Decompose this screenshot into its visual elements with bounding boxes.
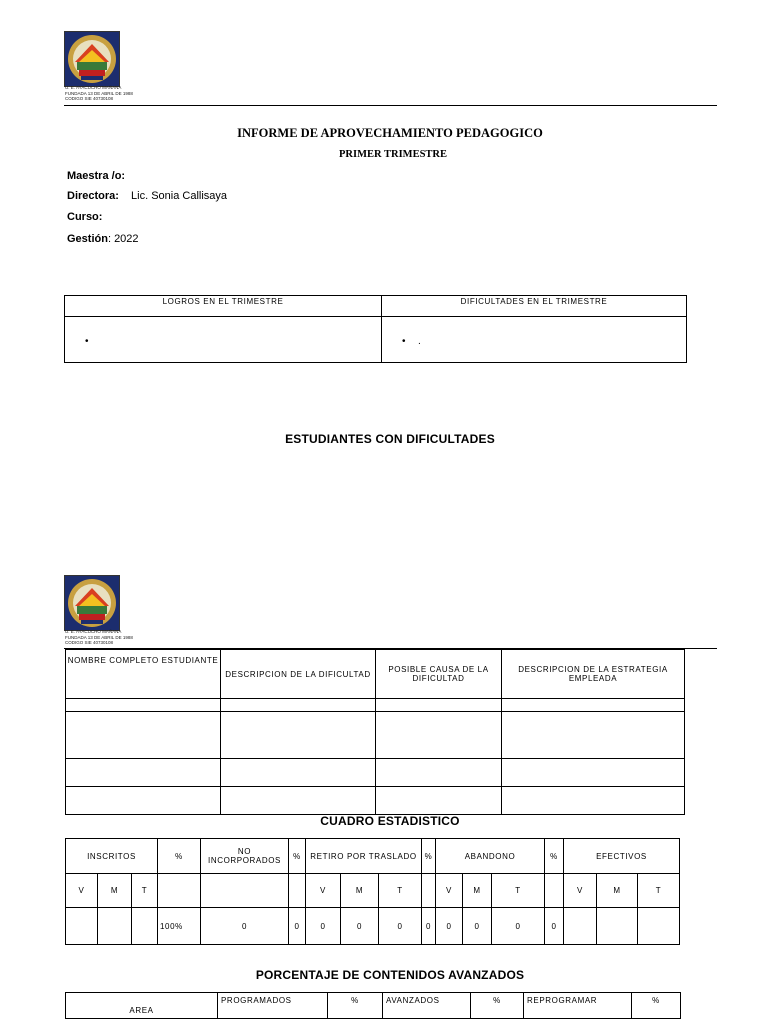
school-logo-2 — [64, 575, 120, 631]
stats-efectivos: EFECTIVOS — [564, 839, 680, 874]
report-title: INFORME DE APROVECHAMIENTO PEDAGOGICO — [237, 126, 543, 140]
table-row — [66, 712, 685, 759]
header-divider — [64, 105, 717, 106]
stats-pct-4: % — [545, 839, 564, 874]
sub-t: T — [492, 874, 545, 908]
value-aband-m: 0 — [463, 908, 492, 945]
col-nombre: NOMBRE COMPLETO ESTUDIANTE — [66, 650, 221, 699]
contenidos-table — [65, 992, 681, 1019]
col-pct-2: % — [471, 993, 524, 1019]
value-pct-inscritos: 100% — [158, 908, 201, 945]
dificultades-cell — [382, 317, 687, 363]
table-row — [66, 787, 685, 815]
logros-bullet: • — [85, 335, 89, 347]
field-gestion — [67, 233, 139, 245]
stats-pct-3: % — [422, 839, 436, 874]
stats-pct-1: % — [158, 839, 201, 874]
col-causa: POSIBLE CAUSA DE LA DIFICULTAD — [376, 650, 502, 699]
sub-v: V — [436, 874, 463, 908]
logros-cell — [65, 317, 382, 363]
school-name: U. E. AYACUCHO MAÑANA — [65, 85, 122, 90]
stats-inscritos: INSCRITOS — [66, 839, 158, 874]
value-retiro-v: 0 — [306, 908, 341, 945]
value-no-incorporados: 0 — [201, 908, 289, 945]
value-aband-t: 0 — [492, 908, 545, 945]
col-descripcion: DESCRIPCION DE LA DIFICULTAD — [221, 650, 376, 699]
contenidos-title: PORCENTAJE DE CONTENIDOS AVANZADOS — [255, 968, 525, 982]
stats-no-incorporados: NO INCORPORADOS — [201, 839, 289, 874]
school-info — [65, 85, 133, 102]
dificultades-bullet: • — [402, 335, 406, 347]
col-programados: PROGRAMADOS — [218, 993, 328, 1019]
dificultades-text: . — [417, 335, 421, 347]
school-founded-2: FUNDADA 13 DE ABRIL DE 1988 — [65, 634, 133, 640]
sub-v: V — [306, 874, 341, 908]
field-curso — [67, 211, 102, 223]
sub-v: V — [564, 874, 597, 908]
value-pct-retiro: 0 — [422, 908, 436, 945]
school-logo — [64, 31, 120, 87]
stats-table — [65, 838, 680, 945]
col-area: AREA — [66, 993, 218, 1019]
col-estrategia: DESCRIPCION DE LA ESTRATEGIA EMPLEADA — [502, 650, 685, 699]
logros-table — [64, 295, 687, 363]
sub-m: M — [341, 874, 379, 908]
table-row — [66, 699, 685, 712]
gestion-value: : 2022 — [107, 233, 139, 245]
directora-value: Lic. Sonia Callisaya — [131, 190, 228, 202]
maestra-label: Maestra /o: — [67, 170, 126, 182]
value-pct-aband: 0 — [545, 908, 564, 945]
stats-retiro: RETIRO POR TRASLADO — [306, 839, 422, 874]
directora-label: Directora: — [67, 190, 119, 202]
field-directora — [67, 190, 227, 202]
cuadro-title: CUADRO ESTADISTICO — [320, 814, 460, 828]
students-table — [65, 649, 685, 815]
col-reprogramar: REPROGRAMAR — [524, 993, 632, 1019]
school-name-2: U. E. AYACUCHO MAÑANA — [65, 629, 122, 634]
sub-t: T — [132, 874, 158, 908]
sub-m: M — [597, 874, 638, 908]
sub-t: T — [379, 874, 422, 908]
dificultades-title: ESTUDIANTES CON DIFICULTADES — [285, 432, 495, 446]
school-code: CODIGO SIE 40730108 — [65, 96, 114, 101]
stats-pct-2: % — [289, 839, 306, 874]
value-retiro-t: 0 — [379, 908, 422, 945]
value-pct-no-inc: 0 — [289, 908, 306, 945]
sub-t: T — [638, 874, 680, 908]
school-info-2 — [65, 629, 133, 646]
logros-header: LOGROS EN EL TRIMESTRE — [65, 296, 382, 317]
table-row — [66, 759, 685, 787]
gestion-label: Gestión — [67, 233, 108, 245]
curso-label: Curso: — [67, 211, 103, 223]
col-pct-1: % — [328, 993, 383, 1019]
sub-v: V — [66, 874, 98, 908]
col-pct-3: % — [632, 993, 681, 1019]
sub-m: M — [463, 874, 492, 908]
stats-abandono: ABANDONO — [436, 839, 545, 874]
school-code-2: CODIGO SIE 40730108 — [65, 640, 114, 645]
dificultades-header: DIFICULTADES EN EL TRIMESTRE — [382, 296, 687, 317]
sub-m: M — [98, 874, 132, 908]
col-avanzados: AVANZADOS — [383, 993, 471, 1019]
school-founded: FUNDADA 13 DE ABRIL DE 1988 — [65, 90, 133, 96]
field-maestra — [67, 170, 125, 182]
value-aband-v: 0 — [436, 908, 463, 945]
report-subtitle: PRIMER TRIMESTRE — [338, 149, 448, 160]
value-retiro-m: 0 — [341, 908, 379, 945]
